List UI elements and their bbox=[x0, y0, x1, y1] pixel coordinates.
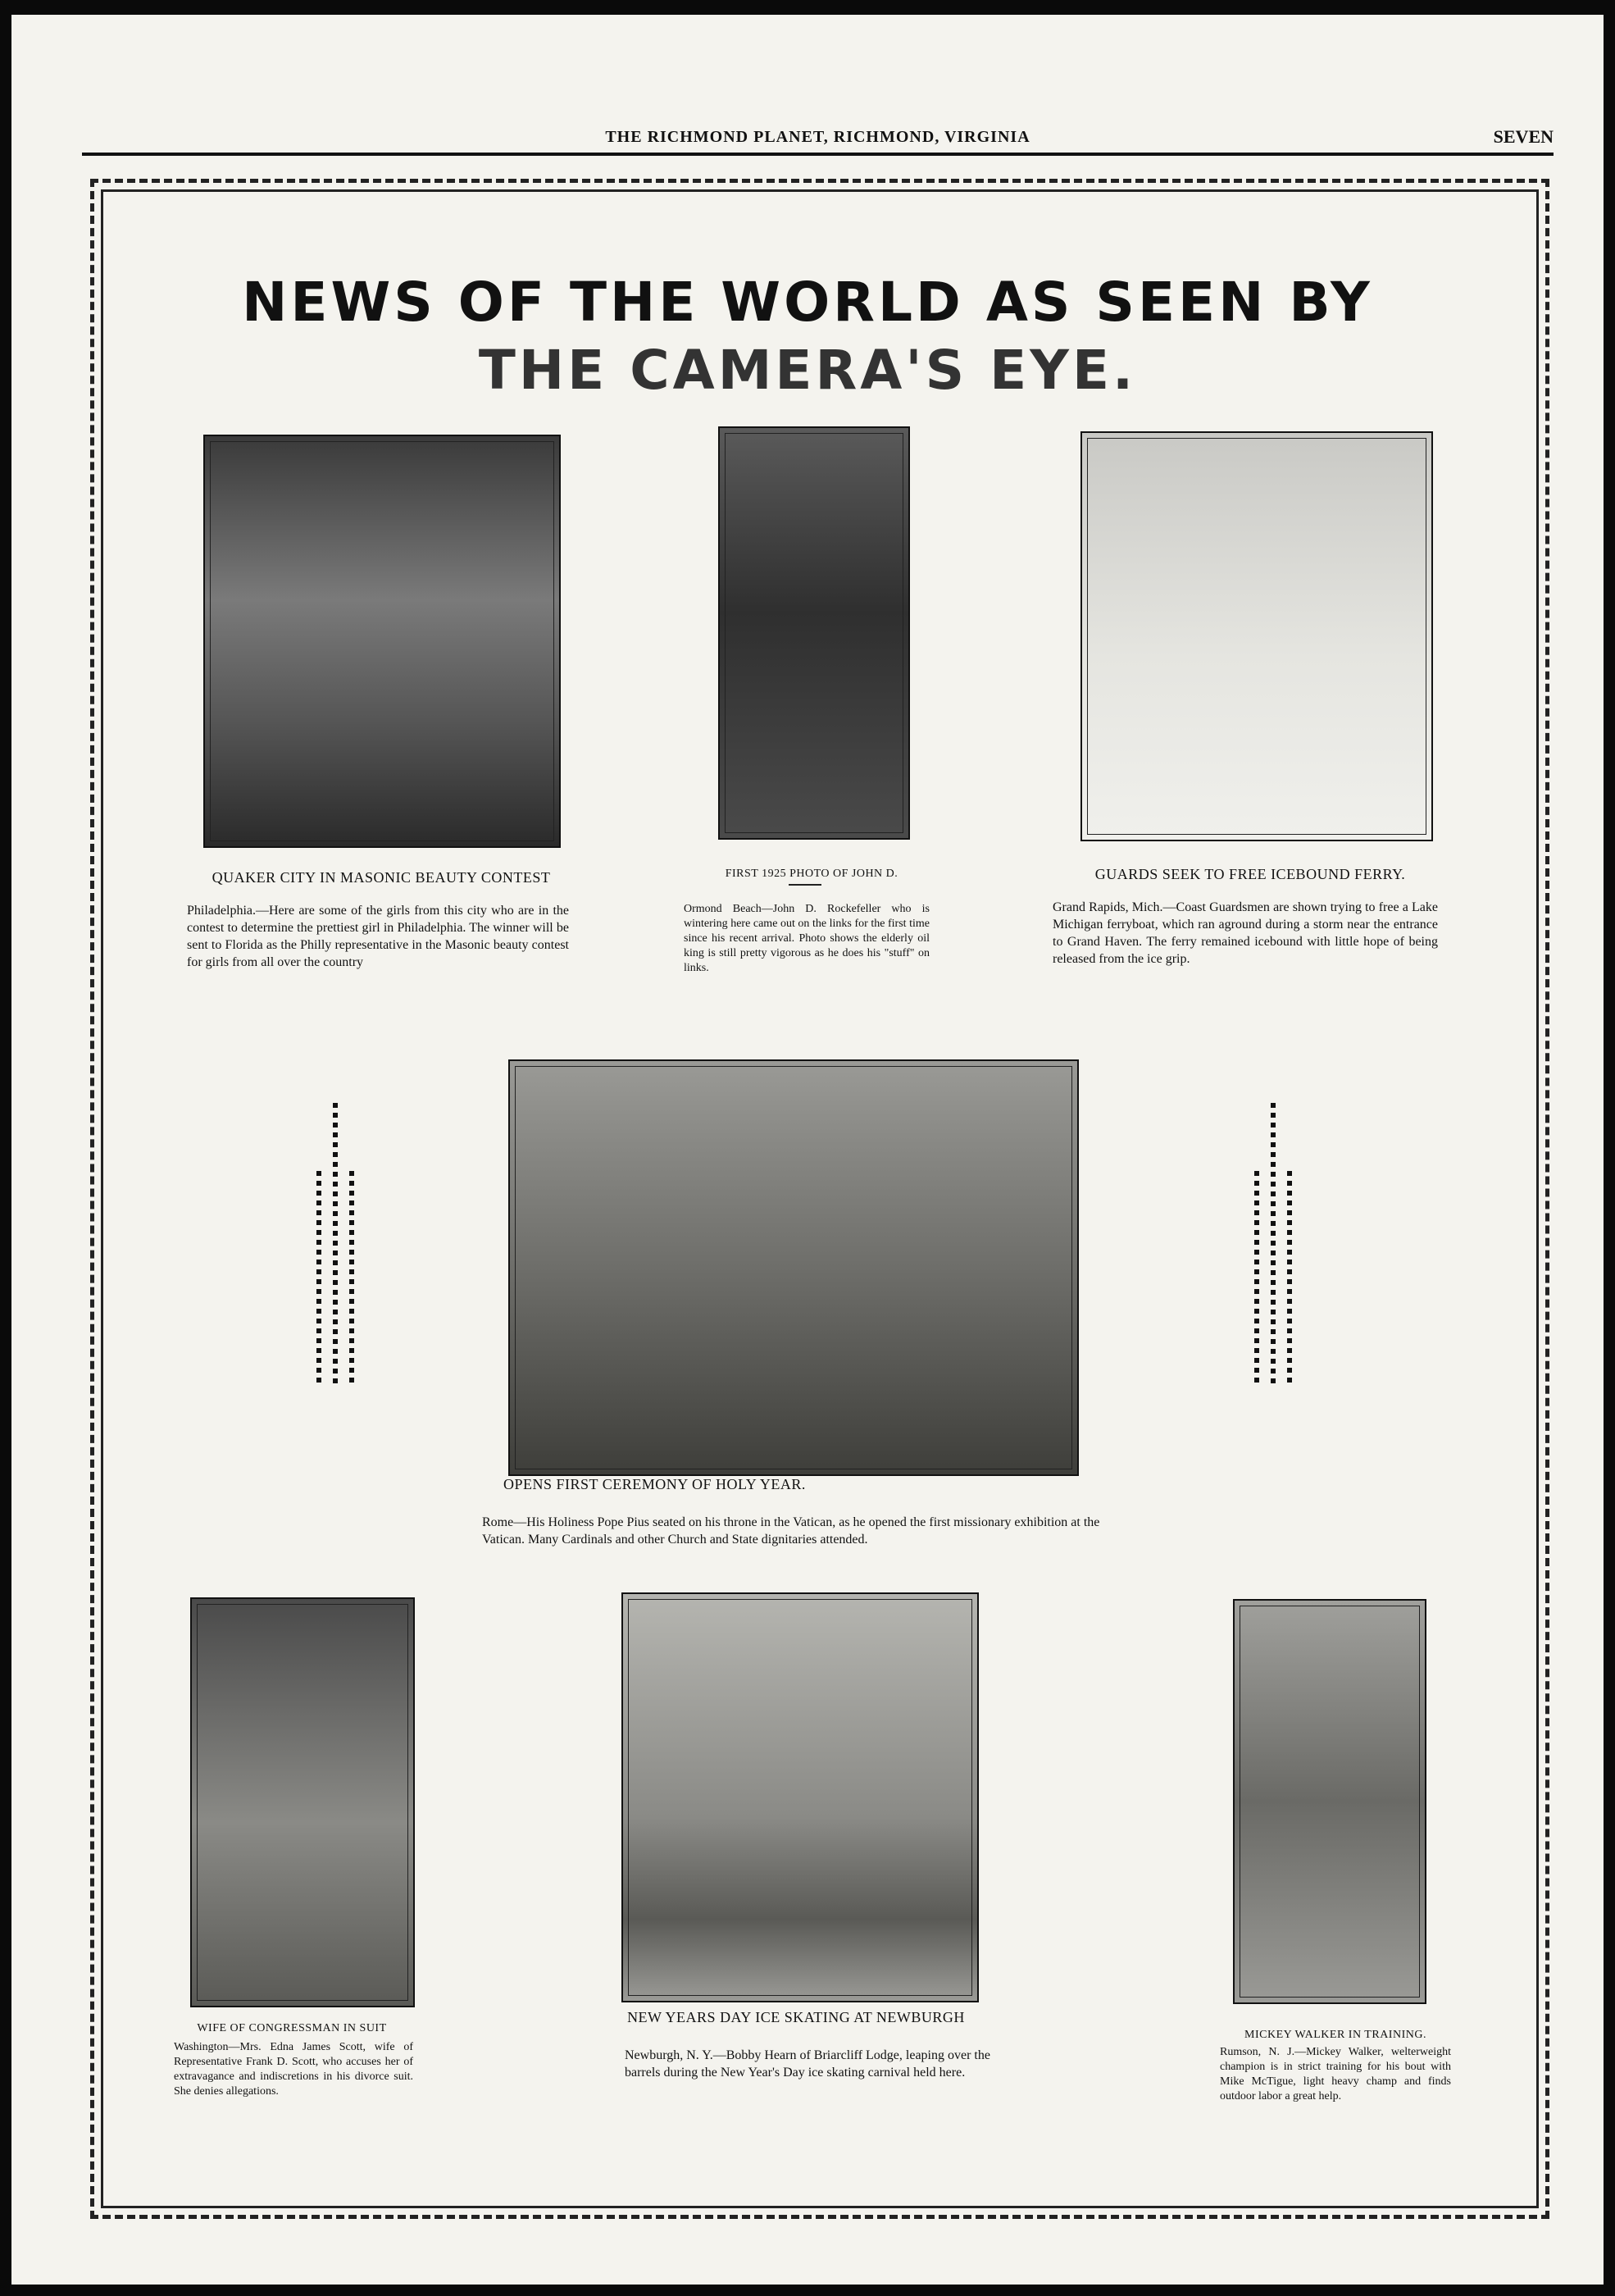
ornament-left-outer bbox=[349, 1171, 354, 1386]
holy-year-body: Rome—His Holiness Pope Pius seated on his throne in the Vatican, as he opened the first missionary exhibition at the Vatican. Many Cardinals and other Church and State dignitaries attended. bbox=[482, 1515, 1100, 1547]
rockefeller-dash bbox=[789, 884, 821, 886]
rockefeller-body: Ormond Beach—John D. Rockefeller who is wintering here came out on the links for the first time since his recent arrival. Photo shows the elderly oil king is still pretty vigorous as he does his "stuff" on links. bbox=[684, 903, 930, 974]
holy-year-title: OPENS FIRST CEREMONY OF HOLY YEAR. bbox=[503, 1476, 806, 1492]
header-rule bbox=[82, 153, 1554, 156]
ornament-left-center bbox=[333, 1103, 338, 1386]
scan-edge-top bbox=[0, 0, 1615, 15]
headline-line-2: THE CAMERA'S EYE. bbox=[478, 339, 1137, 402]
masthead-title: THE RICHMOND PLANET, RICHMOND, VIRGINIA bbox=[605, 128, 1030, 146]
page-number: SEVEN bbox=[1493, 126, 1554, 147]
headline bbox=[164, 271, 1451, 402]
ice-skating-title: NEW YEARS DAY ICE SKATING AT NEWBURGH bbox=[627, 2009, 965, 2025]
mickey-walker-body: Rumson, N. J.—Mickey Walker, welterweight champion is in strict training for his bout with Mike McTigue, light heavy champ and finds outdoor labor a great help. bbox=[1220, 2046, 1451, 2102]
holy-year-photo bbox=[508, 1059, 1079, 1476]
page-header bbox=[82, 123, 1554, 156]
ornament-right-outer bbox=[1287, 1171, 1292, 1386]
ice-skating-body: Newburgh, N. Y.—Bobby Hearn of Briarcliff Lodge, leaping over the barrels during the New Year's Day ice skating carnival held here. bbox=[625, 2048, 990, 2080]
beauty-contest-title: QUAKER CITY IN MASONIC BEAUTY CONTEST bbox=[212, 869, 551, 886]
congressman-wife-photo bbox=[190, 1597, 415, 2007]
headline-line-1: NEWS OF THE WORLD AS SEEN BY bbox=[242, 271, 1373, 334]
ornament-left-inner bbox=[316, 1171, 321, 1386]
beauty-contest-photo bbox=[203, 435, 561, 848]
ornament-right-center bbox=[1271, 1103, 1276, 1386]
ornament-right-inner bbox=[1254, 1171, 1259, 1386]
mickey-walker-title: MICKEY WALKER IN TRAINING. bbox=[1244, 2029, 1426, 2041]
congressman-wife-title: WIFE OF CONGRESSMAN IN SUIT bbox=[197, 2022, 387, 2034]
rockefeller-photo bbox=[718, 426, 910, 840]
scan-edge-bottom bbox=[0, 2285, 1615, 2296]
scan-edge-left bbox=[0, 0, 11, 2296]
icebound-ferry-title: GUARDS SEEK TO FREE ICEBOUND FERRY. bbox=[1094, 866, 1406, 882]
mickey-walker-photo bbox=[1233, 1599, 1426, 2004]
icebound-ferry-photo bbox=[1080, 431, 1433, 841]
beauty-contest-body: Philadelphia.—Here are some of the girls from this city who are in the contest to determine the prettiest girl in Philadelphia. The winner will be sent to Florida as the Philly representative in the Masonic beauty contest for girls from all over the country bbox=[187, 904, 569, 969]
ice-skating-photo bbox=[621, 1592, 979, 2002]
scan-edge-right bbox=[1604, 0, 1615, 2296]
congressman-wife-body: Washington—Mrs. Edna James Scott, wife of Representative Frank D. Scott, who accuses her of extravagance and indiscretions in his divorce suit. She denies allegations. bbox=[174, 2041, 413, 2098]
icebound-ferry-body: Grand Rapids, Mich.—Coast Guardsmen are shown trying to free a Lake Michigan ferryboat, which ran aground during a storm near the entrance to Grand Haven. The ferry remained icebound with little hope of being released from the ice grip. bbox=[1053, 900, 1438, 966]
rockefeller-title: FIRST 1925 PHOTO OF JOHN D. bbox=[725, 868, 898, 880]
